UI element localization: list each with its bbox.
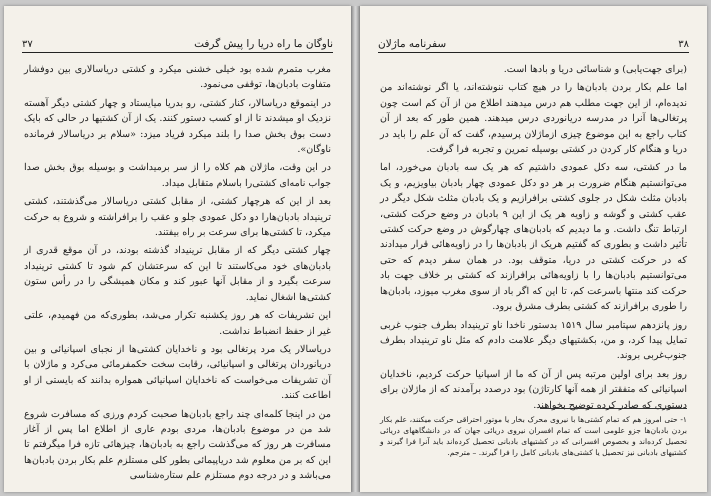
paragraph: مغرب متمرم شده بود خیلی خشنی میکرد و کشتی دریاسالاری بین دوفشار متفاوت بادبان‌ها، توقفی می‌نمود. xyxy=(24,64,331,91)
paragraph: در این وقت، ماژلان هم کلاه را از سر برمیداشت و بوسیله بوق بخش صدا جواب نامه‌ای کشتی‌را باسلام متقابل میداد. xyxy=(24,162,331,189)
right-running-title: سفرنامه ماژلان xyxy=(378,38,447,50)
left-page xyxy=(4,6,351,492)
paragraph: روز پانزدهم سپتامبر سال ۱۵۱۹ بدستور ناخدا ناو ترینیداد بطرف جنوب غربی تمایل پیدا کرد، و من، بکشتیهای دیگر علامت دادم که مثل ناو ترینیداد بطرف جنوب‌غربی بروند. xyxy=(380,319,687,362)
book-gutter xyxy=(351,6,360,492)
right-page-header xyxy=(378,34,689,53)
paragraph: دریاسالار یک مرد پرتغالی بود و ناخدایان کشتی‌ها از نجبای اسپانیائی و بین دریانوردان پرتغالی و اسپانیائی، رقابت سخت حکمفرمائی می‌کرد و ماژلان با آن تشریفات می‌خواست که ناخدایان اسپانیائی همواره بدانند که بایستی از او اطاعت کنند. xyxy=(24,343,331,402)
right-page xyxy=(360,6,707,492)
paragraph: من در اینجا کلمه‌ای چند راجع بادبان‌ها صحبت کردم ورزی که مسافرت شروع شد من در موضوع بادبان‌ها، مردی بودم عاری از اطلاع اما پس از آغاز مسافرت هر روز که می‌گذشت راجع به بادبان‌ها، چیزهائی تازه فرا میگرفتم تا این که بر من معلوم شد دریاپیمائی بطور کلی مستلزم علم بکار بردن بادبان‌ها می‌باشد و در درجه دوم مستلزم علم ستاره‌شناسی xyxy=(24,408,331,482)
footnote: ۱- حتی امروز هم که تمام کشتی‌ها با نیروی محرک بخار یا موتور احتراقی حرکت میکنند، علم بکار بردن بادبان‌ها جزو علومی است که تمام افسران نیروی دریائی جهان که در دانشگاههای دریائی تحصیل کرده‌اند و بخصوص افسرانی که در کشتیهای بادبانی تحصیل کرده‌اند باید آنرا فرا گیرند و کشتیهای بادبانی نیز تحصیل یا کشتی‌های بادبانی کامل را فرا گیرند. – مترجم. xyxy=(380,415,687,457)
left-page-number: ۳۷ xyxy=(22,39,33,50)
left-running-title: ناوگان ما راه دریا را پیش گرفت xyxy=(194,38,333,50)
paragraph: در اینموقع دریاسالار، کنار کشتی، رو بدریا میایستاد و چهار کشتی دیگر آهسته نزدیک او میشدند تا از او کسب دستور کنند. یک از آن کشتیها در حالی که بایک دست بوق بخش صدا را بلند میکرد فریاد میزد: «سلام بر دریاسالار فرمانده ناوگان». xyxy=(24,97,331,156)
left-page-header xyxy=(22,34,333,53)
left-page-body xyxy=(24,62,331,487)
paragraph: این تشریفات که هر روز یکشنبه تکرار می‌شد، بطوری‌که من فهمیدم، علتی غیر از حفظ انضباط نداشت. xyxy=(24,310,331,337)
paragraph: بعد از این که هرچهار کشتی، از مقابل کشتی دریاسالار می‌گذشتند، کشتی ترینیداد بادبان‌هارا دو دکل عمودی جلو و عقب را برافراشته و شروع به حرکت میکرد، تا کشتی‌ها برای سرعت بر راه بیفتند. xyxy=(24,196,331,239)
paragraph: اما علم بکار بردن بادبان‌ها را در هیچ کتاب ننوشته‌اند، یا اگر نوشته‌اند من ندیده‌ام، از این جهت مطلب هم درس میدهند اطلاع من از آن کم است چون پرتغالی‌ها آنرا در مدرسه دریانوردی درس میدهند. همین طور که بعد از آن کتاب راجع به این موضوع چیزی ازماژلان پرسیدم، گفت که آن علم را باید در دریا و هنگام کار کردن در کشتی بوسیله تمرین و تجربه فرا گرفت. xyxy=(380,82,687,156)
right-page-body xyxy=(380,62,687,416)
paragraph: (برای جهت‌یابی) و شناسائی دریا و بادها است. xyxy=(503,64,687,75)
paragraph: روز بعد برای اولین مرتبه پس از آن که ما از اسپانیا حرکت کردیم، ناخدایان اسپانیائی که متفقتر از همه آنها کارتاژن) بود درصدد برآمدند که از ماژلان برای دستوری که صادر کرده توضیح بخواهند. xyxy=(380,368,687,411)
footnote-divider xyxy=(540,408,687,409)
right-page-number: ۳۸ xyxy=(678,39,689,50)
paragraph: ما در کشتی، سه دکل عمودی داشتیم که هر یک سه بادبان می‌خورد، اما می‌توانستیم هنگام ضرورت بر هر دو دکل عمودی چهار بادبان بیاویزیم، و یک بادبان مثلث شکل در جلوی کشتی برافرازیم و یک بادبان مثلث شکل دیگر در عقب کشتی و گوشه و زاویه هر یک از این ۹ بادبان در وضع حرکت کشتی، ارتباط تنگ داشت. و ما دیدیم که بادبان‌های چهارگوش در وضع حرکت کشتی تأثیر داشت و بطوری که گفتیم هریک از بادبان‌ها را در زاویه‌هائی قرار میدادند که در حرکت کشتی در دریا، متوقف بود. در همان سفر دیدم که حتی می‌توانستیم بادبان‌ها را با زاویه‌هائی برافرازند که کشتی بر خلاف جهت باد حرکت کند منتها باسرعت کم، تا این که اگر باد از سوی مغرب میوزد، بادبان‌ها را طوری برافرازند که کشتی بطرف مشرق برود. xyxy=(380,162,687,313)
paragraph: چهار کشتی دیگر که از مقابل ترینیداد گذشته بودند، در آن موقع قدری از بادبان‌های خود می‌کاستند تا این که سرعتشان کم شود تا کشتی ترینیداد سرعت بگیرد و از مقابل آنها عبور کند و مکان همیشگی را در رأس ستون کشتی‌ها اشغال نماید. xyxy=(24,245,331,303)
